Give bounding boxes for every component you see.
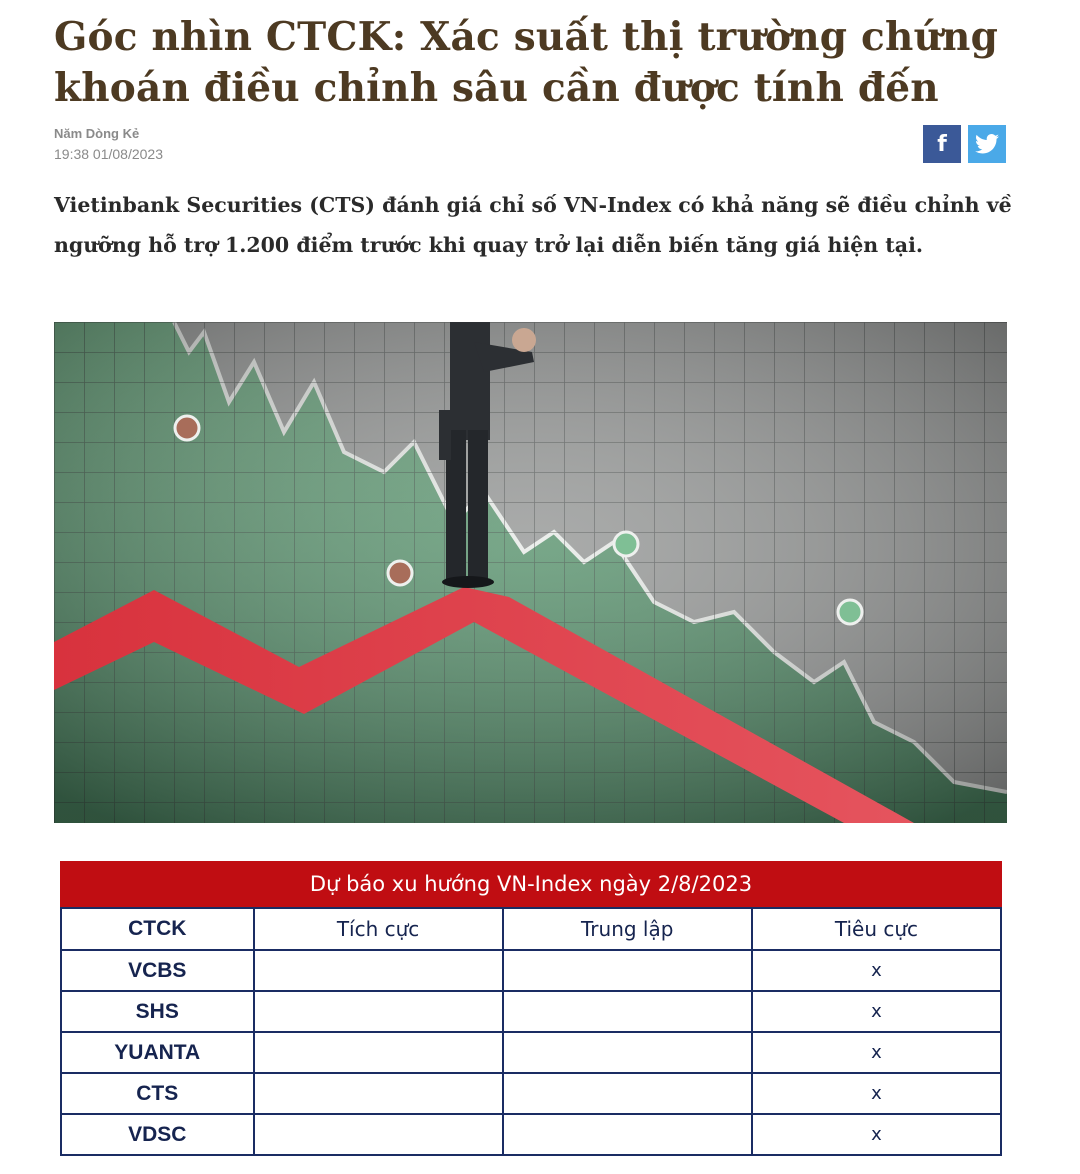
neutral-cell [503, 1114, 752, 1155]
table-row [61, 1114, 1001, 1155]
firm-cell: VCBS [61, 950, 254, 991]
facebook-icon: f [937, 131, 947, 157]
neutral-cell [503, 950, 752, 991]
negative-cell: x [752, 1073, 1001, 1114]
firm-cell: SHS [61, 991, 254, 1032]
article-hero-image [54, 322, 1007, 823]
header-negative: Tiêu cực [752, 908, 1001, 950]
negative-cell: x [752, 1114, 1001, 1155]
negative-cell: x [752, 1032, 1001, 1073]
neutral-cell [503, 1073, 752, 1114]
forecast-table-title: Dự báo xu hướng VN-Index ngày 2/8/2023 [60, 861, 1002, 907]
positive-cell [254, 950, 503, 991]
positive-cell [254, 991, 503, 1032]
forecast-table [60, 861, 1002, 1156]
neutral-cell [503, 1032, 752, 1073]
article-lead: Vietinbank Securities (CTS) đánh giá chỉ số VN-Index có khả năng sẽ điều chỉnh về ngưỡng hỗ trợ 1.200 điểm trước khi quay trở lại diễn biến tăng giá hiện tại. [54, 193, 1012, 257]
table-row [61, 1032, 1001, 1073]
negative-cell: x [752, 950, 1001, 991]
positive-cell [254, 1032, 503, 1073]
header-ctck: CTCK [61, 908, 254, 950]
firm-cell: VDSC [61, 1114, 254, 1155]
twitter-share-button[interactable] [968, 125, 1006, 163]
header-neutral: Trung lập [503, 908, 752, 950]
neutral-cell [503, 991, 752, 1032]
positive-cell [254, 1073, 503, 1114]
table-row [61, 950, 1001, 991]
negative-cell: x [752, 991, 1001, 1032]
firm-cell: YUANTA [61, 1032, 254, 1073]
firm-cell: CTS [61, 1073, 254, 1114]
header-positive: Tích cực [254, 908, 503, 950]
facebook-share-button[interactable] [923, 125, 961, 163]
article-author[interactable]: Năm Dòng Kẻ [54, 126, 140, 141]
article-date: 19:38 01/08/2023 [54, 146, 163, 162]
twitter-icon [975, 134, 999, 154]
positive-cell [254, 1114, 503, 1155]
article-title: Góc nhìn CTCK: Xác suất thị trường chứng khoán điều chỉnh sâu cần được tính đến [54, 14, 999, 111]
table-row [61, 991, 1001, 1032]
table-row [61, 1073, 1001, 1114]
table-header-row [61, 908, 1001, 950]
